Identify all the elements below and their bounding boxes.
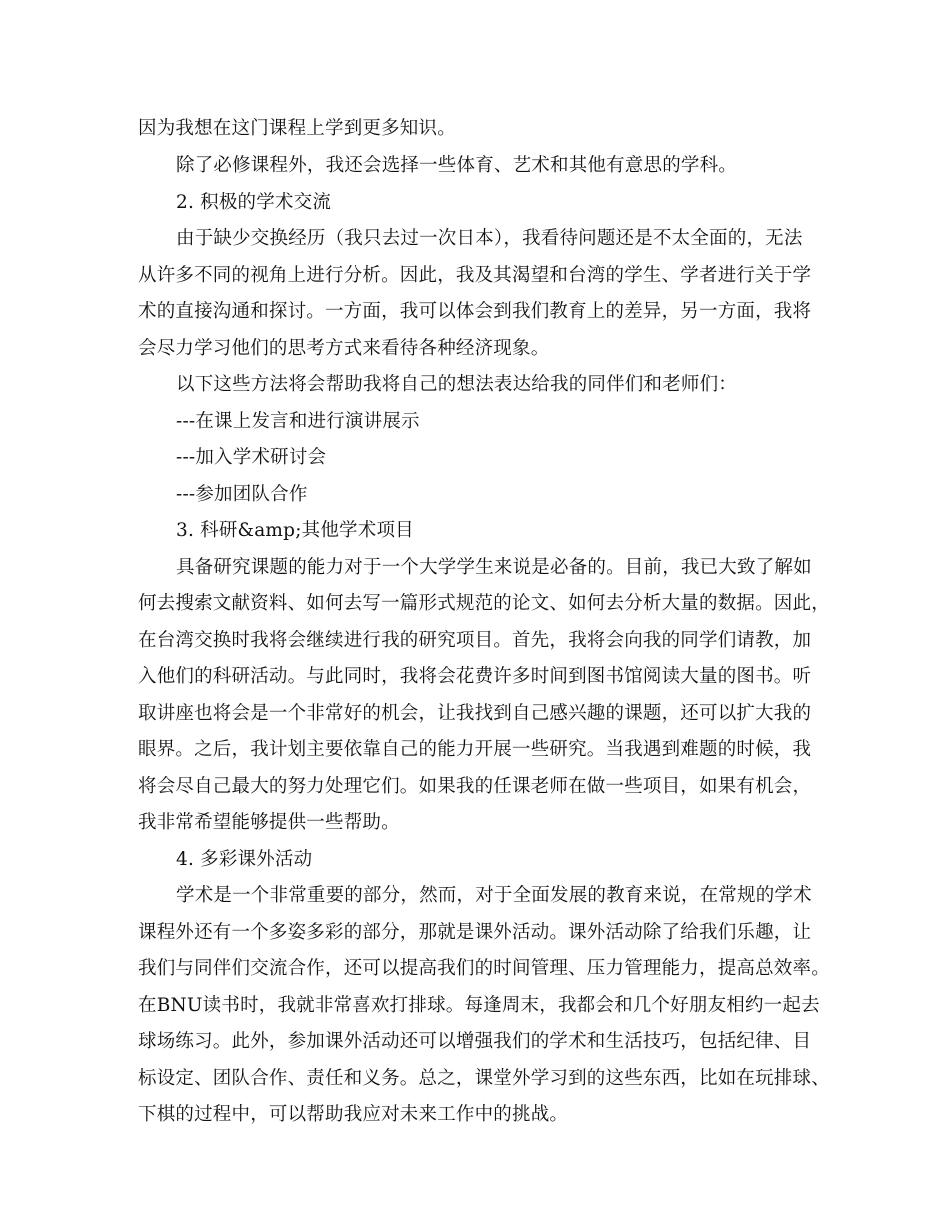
- text-line: 除了必修课程外，我还会选择一些体育、艺术和其他有意思的学科。: [176, 155, 738, 176]
- text-line: 眼界。之后，我计划主要依靠自己的能力开展一些研究。当我遇到难题的时候，我: [138, 739, 812, 760]
- text-line: 取讲座也将会是一个非常好的机会，让我找到自己感兴趣的课题，还可以扩大我的: [138, 703, 812, 724]
- section-heading: 3. 科研&amp;其他学术项目: [176, 520, 414, 541]
- text-line: 在BNU读书时，我就非常喜欢打排球。每逢周末，我都会和几个好朋友相约一起去: [138, 995, 820, 1016]
- list-item: ---参加团队合作: [176, 484, 308, 505]
- list-item: ---在课上发言和进行演讲展示: [176, 411, 420, 432]
- text-line: 会尽力学习他们的思考方式来看待各种经济现象。: [138, 338, 550, 359]
- text-line: 从许多不同的视角上进行分析。因此，我及其渴望和台湾的学生、学者进行关于学: [138, 265, 812, 286]
- text-line: 术的直接沟通和探讨。一方面，我可以体会到我们教育上的差异，另一方面，我将: [138, 301, 812, 322]
- text-line: 在台湾交换时我将会继续进行我的研究项目。首先，我将会向我的同学们请教，加: [138, 630, 812, 651]
- text-line: 我非常希望能够提供一些帮助。: [138, 812, 400, 833]
- text-line: 以下这些方法将会帮助我将自己的想法表达给我的同伴们和老师们：: [176, 374, 738, 395]
- text-line: 何去搜索文献资料、如何去写一篇形式规范的论文、如何去分析大量的数据。因此，: [138, 593, 830, 614]
- text-line: 球场练习。此外，参加课外活动还可以增强我们的学术和生活技巧，包括纪律、目: [138, 1031, 812, 1052]
- text-line: 具备研究课题的能力对于一个大学学生来说是必备的。目前，我已大致了解如: [176, 557, 812, 578]
- text-line: 课程外还有一个多姿多彩的部分，那就是课外活动。课外活动除了给我们乐趣，让: [138, 922, 812, 943]
- text-line: 标设定、团队合作、责任和义务。总之，课堂外学习到的这些东西，比如在玩排球、: [138, 1068, 830, 1089]
- list-item: ---加入学术研讨会: [176, 447, 327, 468]
- text-line: 由于缺少交换经历（我只去过一次日本），我看待问题还是不太全面的，无法: [176, 228, 803, 249]
- section-heading: 4. 多彩课外活动: [176, 849, 313, 870]
- text-line: 我们与同伴们交流合作，还可以提高我们的时间管理、压力管理能力，提高总效率。: [138, 958, 830, 979]
- section-heading: 2. 积极的学术交流: [176, 192, 332, 213]
- text-line: 学术是一个非常重要的部分，然而，对于全面发展的教育来说，在常规的学术: [176, 885, 812, 906]
- text-line: 入他们的科研活动。与此同时，我将会花费许多时间到图书馆阅读大量的图书。听: [138, 666, 812, 687]
- text-line: 因为我想在这门课程上学到更多知识。: [138, 118, 456, 139]
- text-line: 下棋的过程中，可以帮助我应对未来工作中的挑战。: [138, 1104, 569, 1125]
- text-line: 将会尽自己最大的努力处理它们。如果我的任课老师在做一些项目，如果有机会，: [138, 776, 812, 797]
